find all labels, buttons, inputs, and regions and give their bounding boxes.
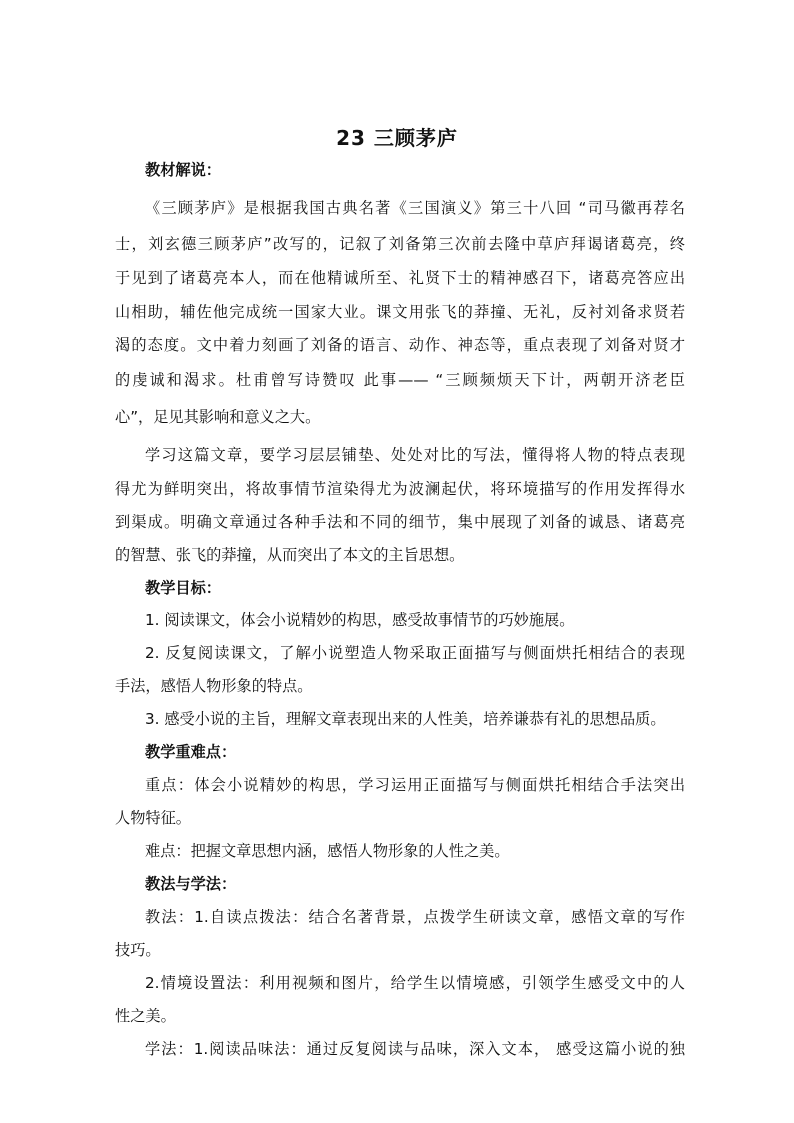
paragraph-line: 的虔诚和渴求。杜甫曾写诗赞叹 此事—— “三顾频烦天下计，两朝开济老臣 bbox=[115, 371, 685, 389]
paragraph-line: 山相助，辅佐他完成统一国家大业。课文用张飞的莽撞、无礼，反衬刘备求贤若 bbox=[115, 303, 685, 321]
key-point: 重点：体会小说精妙的构思，学习运用正面描写与侧面烘托相结合手法突出 bbox=[145, 776, 685, 794]
section-heading-material: 教材解说： bbox=[145, 161, 221, 179]
paragraph-line: 士，刘玄德三顾茅庐”改写的，记叙了刘备第三次前去隆中草庐拜谒诸葛亮，终 bbox=[115, 235, 685, 253]
difficult-point: 难点：把握文章思想内涵，感悟人物形象的人性之美。 bbox=[145, 842, 510, 860]
paragraph-line: 到渠成。明确文章通过各种手法和不同的细节，集中展现了刘备的诚恳、诸葛亮 bbox=[115, 513, 685, 531]
paragraph-line: 的智慧、张飞的莽撞，从而突出了本文的主旨思想。 bbox=[115, 546, 465, 564]
section-heading-goals: 教学目标： bbox=[145, 579, 221, 597]
goal-item: 3. 感受小说的主旨，理解文章表现出来的人性美，培养谦恭有礼的思想品质。 bbox=[145, 710, 666, 728]
paragraph-line: 得尤为鲜明突出，将故事情节渲染得尤为波澜起伏，将环境描写的作用发挥得水 bbox=[115, 480, 685, 498]
teaching-method-continuation: 技巧。 bbox=[115, 941, 161, 959]
paragraph-line: 渴的态度。文中着力刻画了刘备的语言、动作、神态等，重点表现了刘备对贤才 bbox=[115, 336, 685, 354]
teaching-method: 教法：1.自读点拨法：结合名著背景，点拨学生研读文章，感悟文章的写作 bbox=[145, 908, 685, 926]
section-heading-key-points: 教学重难点： bbox=[145, 743, 237, 761]
goal-item: 1. 阅读课文，体会小说精妙的构思，感受故事情节的巧妙施展。 bbox=[145, 611, 575, 629]
teaching-method: 2.情境设置法：利用视频和图片，给学生以情境感，引领学生感受文中的人 bbox=[145, 974, 685, 992]
teaching-method-continuation: 性之美。 bbox=[115, 1007, 176, 1025]
paragraph-line: 于见到了诸葛亮本人，而在他精诚所至、礼贤下士的精神感召下，诸葛亮答应出 bbox=[115, 269, 685, 287]
goal-item: 2. 反复阅读课文，了解小说塑造人物采取正面描写与侧面烘托相结合的表现 bbox=[145, 644, 685, 662]
key-point-continuation: 人物特征。 bbox=[115, 809, 191, 827]
paragraph-line: 学习这篇文章，要学习层层铺垫、处处对比的写法，懂得将人物的特点表现 bbox=[145, 446, 685, 464]
goal-item-continuation: 手法，感悟人物形象的特点。 bbox=[115, 677, 313, 695]
section-heading-methods: 教法与学法： bbox=[145, 875, 237, 893]
paragraph-line: 《三顾茅庐》是根据我国古典名著《三国演义》第三十八回 “司马徽再荐名 bbox=[145, 199, 685, 217]
paragraph-line: 心”，足见其影响和意义之大。 bbox=[115, 408, 321, 426]
page-title: 23 三顾茅庐 bbox=[336, 126, 458, 150]
learning-method: 学法：1.阅读品味法：通过反复阅读与品味，深入文本， 感受这篇小说的独 bbox=[145, 1040, 685, 1058]
